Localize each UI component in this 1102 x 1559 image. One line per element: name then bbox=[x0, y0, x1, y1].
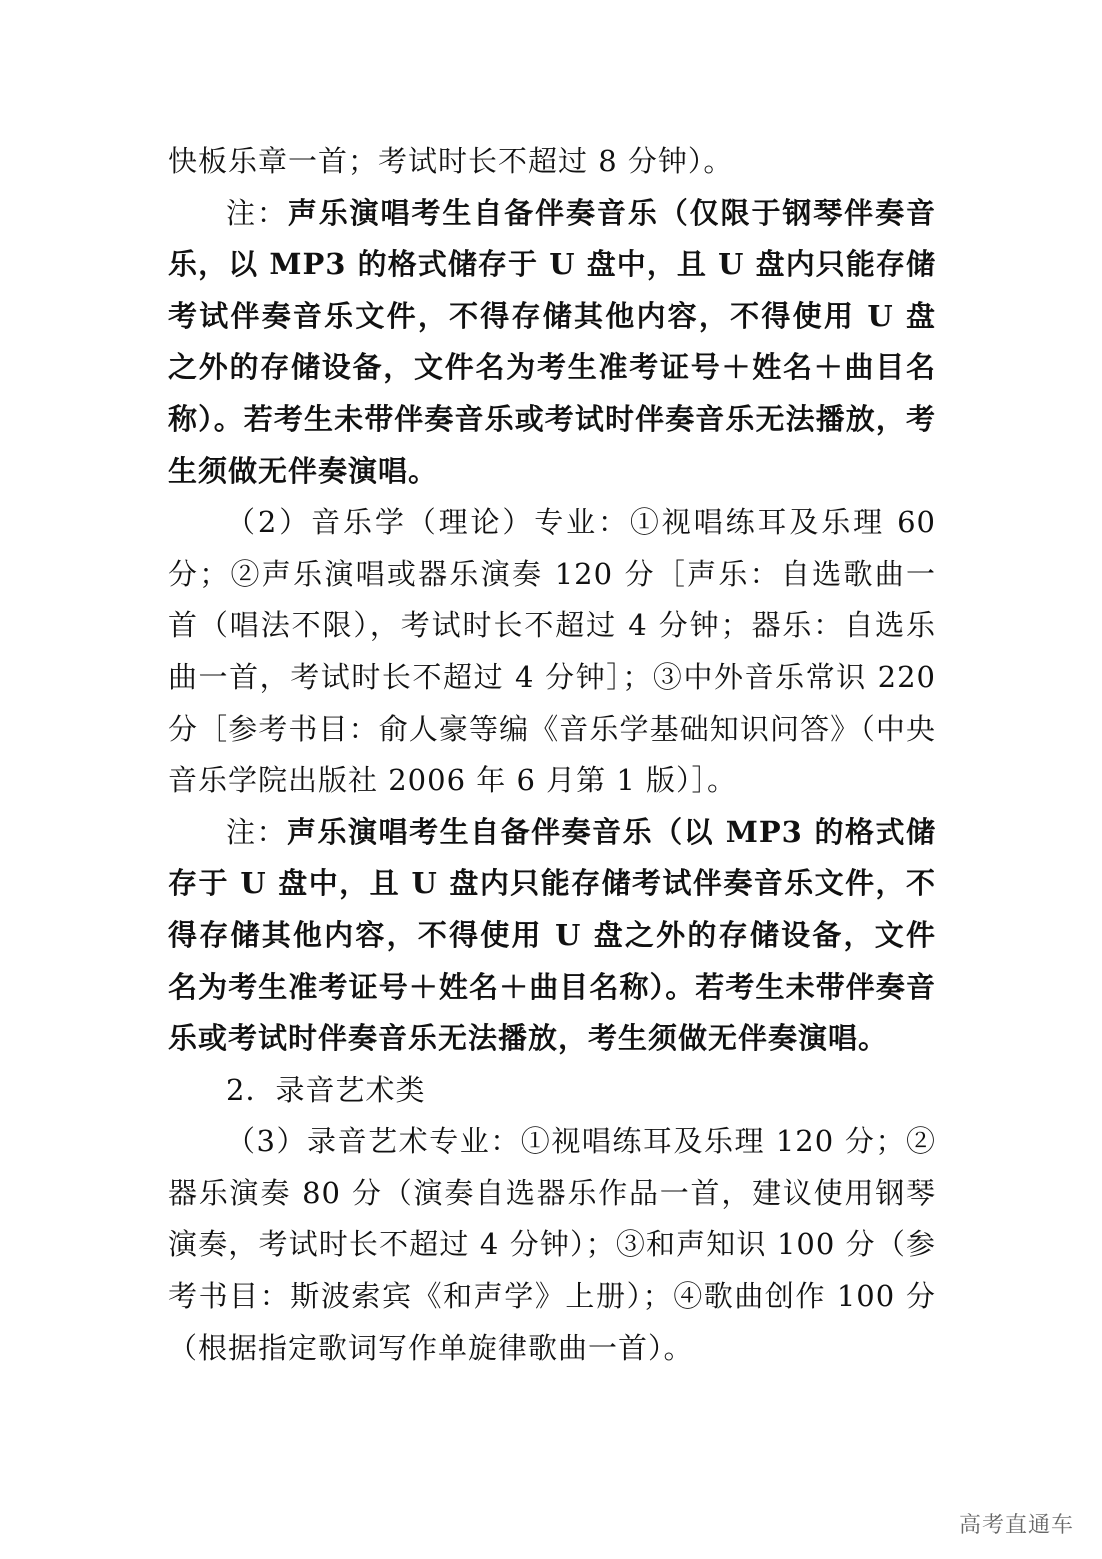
note-body: 声乐演唱考生自备伴奏音乐（以 MP3 的格式储存于 U 盘中，且 U 盘内只能存储考试伴奏音乐文件，不得存储其他内容，不得使用 U 盘之外的存储设备，文件名为考生准考证号＋姓名＋曲目名称）。若考生未带伴奏音乐或考试时伴奏音乐无法播放，考生须做无伴奏演唱。 bbox=[168, 814, 936, 1056]
section-heading-recording: 2．录音艺术类 bbox=[226, 1072, 426, 1107]
note-paragraph-2 bbox=[168, 807, 936, 1065]
note-prefix: 注： bbox=[226, 195, 288, 230]
note-body: 声乐演唱考生自备伴奏音乐（仅限于钢琴伴奏音乐，以 MP3 的格式储存于 U 盘中，且 U 盘内只能存储考试伴奏音乐文件，不得存储其他内容，不得使用 U 盘之外的存储设备，文件名为考生准考证号＋姓名＋曲目名称）。若考生未带伴奏音乐或考试时伴奏音乐无法播放，考生须做无伴奏演唱。 bbox=[168, 195, 936, 488]
watermark-text: 高考直通车 bbox=[958, 1513, 1074, 1538]
paragraph-continuation: 快板乐章一首；考试时长不超过 8 分钟）。 bbox=[168, 144, 734, 178]
item-musicology: （2）音乐学（理论）专业：①视唱练耳及乐理 60 分；②声乐演唱或器乐演奏 120 分［声乐：自选歌曲一首（唱法不限），考试时长不超过 4 分钟；器乐：自选乐曲一首，考试时长不超过 4 分钟］；③中外音乐常识 220 分［参考书目：俞人豪等编《音乐学基础知识问答》（中央音乐学院出版社 2006 年 6 月第 1 版）］。 bbox=[168, 505, 936, 798]
note-prefix: 注： bbox=[226, 814, 288, 849]
note-paragraph-1 bbox=[168, 188, 936, 498]
item-recording-arts: （3）录音艺术专业：①视唱练耳及乐理 120 分；②器乐演奏 80 分（演奏自选器乐作品一首，建议使用钢琴演奏，考试时长不超过 4 分钟）；③和声知识 100 分（参考书目：斯波索宾《和声学》上册）；④歌曲创作 100 分（根据指定歌词写作单旋律歌曲一首）。 bbox=[168, 1124, 936, 1365]
document-page bbox=[168, 136, 936, 1374]
